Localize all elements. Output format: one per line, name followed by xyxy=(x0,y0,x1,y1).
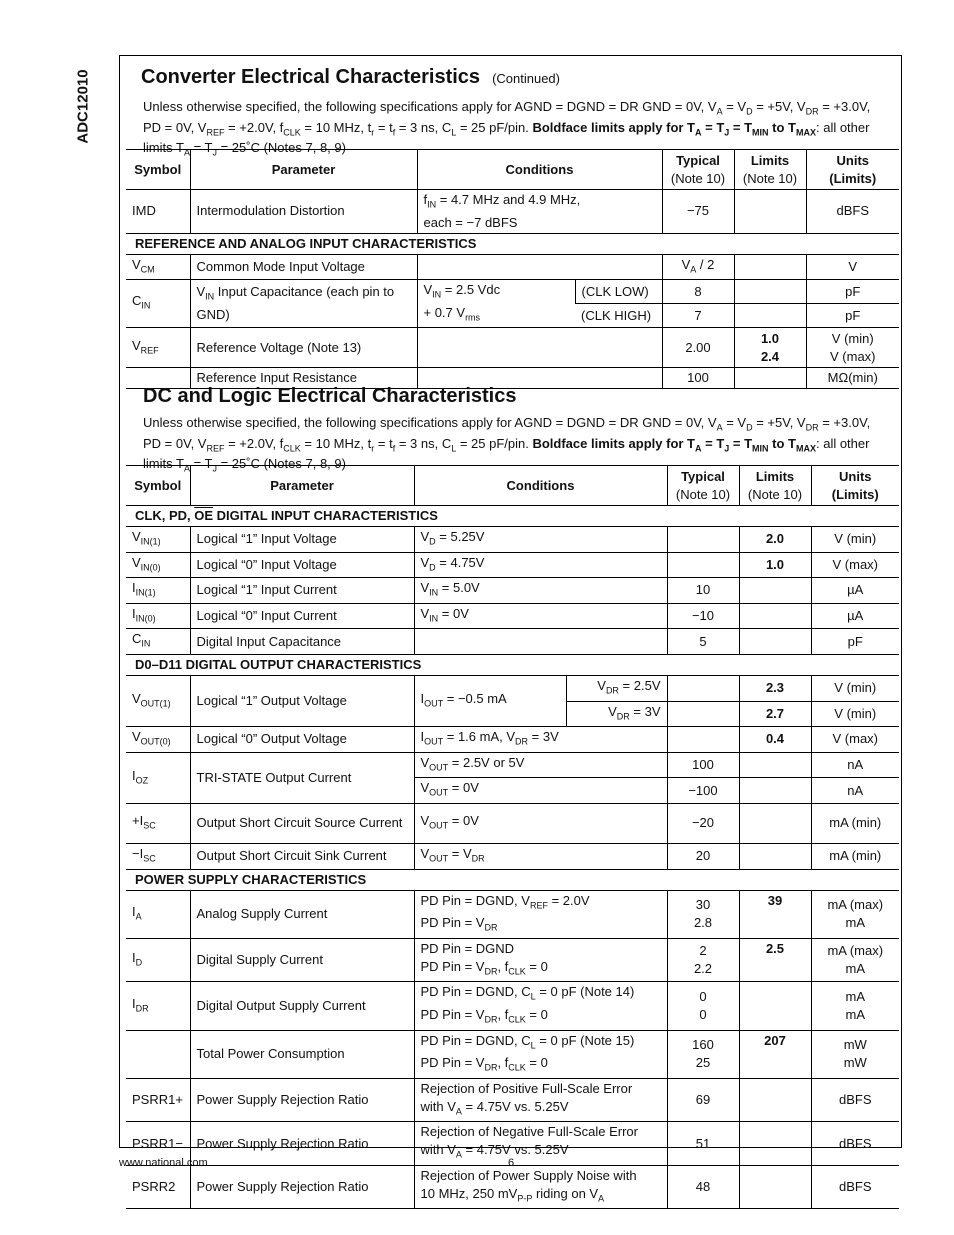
col-units: Units (Limits) xyxy=(806,150,899,190)
section1-intro: Unless otherwise specified, the following specifications apply for AGND = DGND = DR GND = 0V, $V_A = V_D = +5V$, $V_{DR} = +3.0V$, PD = 0V, $V_{REF} = +2.0V$, $f_{CLK} = 10$ MHz, $t_r = t_f = 3$ ns, $C_L = 25$ pF/pin. Boldface limits apply for $T_A = T_J = T_{MIN}$ to $T_{MAX}$: all other limits $T_A = T_J$ = 25˚C (Notes 7, 8, 9) xyxy=(143,99,871,158)
page-number: 6 xyxy=(508,1157,515,1169)
table-row: Total Power Consumption PD Pin = DGND, $C_L = 0$ pF (Note 15) PD Pin = $V_{DR}$, $f_{CLK} = 0$ 160 25 207 mW mW xyxy=(126,1030,899,1078)
dc-logic-table xyxy=(126,465,899,1209)
table-row: $V_{DR} = 3V$ 2.7 V (min) xyxy=(126,701,899,727)
col-parameter: Parameter xyxy=(190,150,417,190)
table-row: $V_{CM}$ Common Mode Input Voltage $V_A / 2$ V xyxy=(126,254,899,280)
section-title-dc-logic: DC and Logic Electrical Characteristics xyxy=(143,385,517,407)
section-heading: REFERENCE AND ANALOG INPUT CHARACTERISTICS xyxy=(126,233,899,254)
col-limits: Limits (Note 10) xyxy=(739,466,811,506)
col-typical: Typical (Note 10) xyxy=(662,150,734,190)
table-row: $I_{IN(0)}$ Logical “0” Input Current $V_{IN} = 0V$ −10 µA xyxy=(126,603,899,629)
table-row: $-I_{SC}$ Output Short Circuit Sink Current $V_{OUT} = V_{DR}$ 20 mA (min) xyxy=(126,843,899,869)
col-symbol: Symbol xyxy=(126,150,190,190)
table-row: $I_{IN(1)}$ Logical “1” Input Current $V_{IN} = 5.0V$ 10 µA xyxy=(126,578,899,604)
table-row: Reference Input Resistance 100 MΩ(min) xyxy=(126,368,899,389)
table-row: $I_D$ Digital Supply Current PD Pin = DGND PD Pin = $V_{DR}$, $f_{CLK} = 0$ 2 2.2 2.5 mA (max) mA xyxy=(126,938,899,982)
table-row: (CLK HIGH) 7 pF xyxy=(126,304,899,328)
col-conditions: Conditions xyxy=(417,150,662,190)
table-row: $C_{IN}$ Digital Input Capacitance 5 pF xyxy=(126,629,899,655)
section-heading: CLK, PD, $\overline{OE}$ DIGITAL INPUT CHARACTERISTICS xyxy=(126,506,899,527)
footer-website: www.national.com xyxy=(119,1157,208,1169)
col-typical: Typical (Note 10) xyxy=(667,466,739,506)
section-heading: POWER SUPPLY CHARACTERISTICS xyxy=(126,869,899,890)
table-row: $I_{OZ}$ TRI-STATE Output Current $V_{OUT} = 2.5V$ or 5V 100 nA xyxy=(126,752,899,778)
col-symbol: Symbol xyxy=(126,466,190,506)
table-row: $I_A$ Analog Supply Current PD Pin = DGND, $V_{REF} = 2.0V$ PD Pin = $V_{DR}$ 30 2.8 39 mA (max) mA xyxy=(126,890,899,938)
table-row: PSRR2 Power Supply Rejection Ratio Rejection of Power Supply Noise with 10 MHz, 250 $mV_{P-P}$ riding on $V_A$ 48 dBFS xyxy=(126,1165,899,1209)
table-row: $V_{OUT(0)}$ Logical “0” Output Voltage $I_{OUT} = 1.6$ mA, $V_{DR} = 3V$ 0.4 V (max) xyxy=(126,727,899,753)
col-limits: Limits (Note 10) xyxy=(734,150,806,190)
section2-intro: Unless otherwise specified, the following specifications apply for AGND = DGND = DR GND = 0V, $V_A = V_D = +5V$, $V_{DR} = +3.0V$, PD = 0V, $V_{REF} = +2.0V$, $f_{CLK} = 10$ MHz, $t_r = t_f = 3$ ns, $C_L = 25$ pF/pin. Boldface limits apply for $T_A = T_J = T_{MIN}$ to $T_{MAX}$: all other limits $T_A = T_J$ = 25˚C (Notes 7, 8, 9) xyxy=(143,415,871,474)
col-parameter: Parameter xyxy=(190,466,414,506)
section-heading: D0–D11 DIGITAL OUTPUT CHARACTERISTICS xyxy=(126,654,899,675)
col-units: Units (Limits) xyxy=(811,466,899,506)
table-row: $V_{OUT(1)}$ Logical “1” Output Voltage $I_{OUT} = -0.5$ mA $V_{DR} = 2.5V$ 2.3 V (min) xyxy=(126,675,899,701)
table-row: $V_{IN(0)}$ Logical “0” Input Voltage $V_D = 4.75V$ 1.0 V (max) xyxy=(126,552,899,578)
table-row: $C_{IN}$ $V_{IN}$ Input Capacitance (each pin to GND) $V_{IN} = 2.5$ Vdc + 0.7 $V_{rms}$ (CLK LOW) 8 pF xyxy=(126,280,899,304)
side-doc-id: ADC12010 xyxy=(74,69,92,144)
section-title-converter: Converter Electrical Characteristics (Continued) xyxy=(141,66,560,88)
table-row: PSRR1− Power Supply Rejection Ratio Rejection of Negative Full-Scale Error with $V_A = 4.75V$ vs. 5.25V 51 dBFS xyxy=(126,1122,899,1166)
table-row: IMD Intermodulation Distortion $f_{IN} = 4.7$ MHz and 4.9 MHz, each = −7 dBFS −75 dBFS xyxy=(126,190,899,234)
table-row: $V_{REF}$ Reference Voltage (Note 13) 2.00 1.0 2.4 V (min) V (max) xyxy=(126,328,899,368)
table-row: PSRR1+ Power Supply Rejection Ratio Rejection of Positive Full-Scale Error with $V_A = 4.75V$ vs. 5.25V 69 dBFS xyxy=(126,1078,899,1122)
col-conditions: Conditions xyxy=(414,466,667,506)
converter-table xyxy=(126,149,899,389)
table-row: $V_{IN(1)}$ Logical “1” Input Voltage $V_D = 5.25V$ 2.0 V (min) xyxy=(126,527,899,553)
table-row: $+I_{SC}$ Output Short Circuit Source Current $V_{OUT} = 0V$ −20 mA (min) xyxy=(126,803,899,843)
table-row: $V_{OUT} = 0V$ −100 nA xyxy=(126,778,899,804)
table-row: $I_{DR}$ Digital Output Supply Current PD Pin = DGND, $C_L = 0$ pF (Note 14) PD Pin = $V_{DR}$, $f_{CLK} = 0$ 0 0 mA mA xyxy=(126,982,899,1030)
